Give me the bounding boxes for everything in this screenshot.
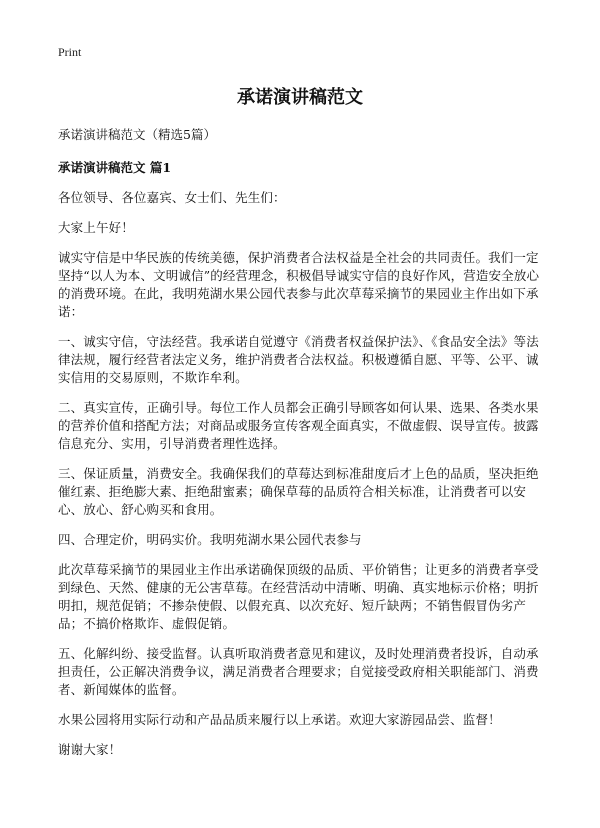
- paragraph-pledge-2: 二、真实宣传，正确引导。每位工作人员都会正确引导顾客如何认果、选果、各类水果的营养价值和搭配方法；对商品或服务宣传客观全面真实，不做虚假、误导宣传。披露信息充分、实用，引导消费者理性选择。: [58, 400, 539, 451]
- page-title: 承诺演讲稿范文: [237, 87, 363, 108]
- paragraph-pledge-5: 五、化解纠纷、接受监督。认真听取消费者意见和建议，及时处理消费者投诉，自动承担责任，公正解决消费争议，满足消费者合理要求；自觉接受政府相关职能部门、消费者、新闻媒体的监督。: [58, 646, 539, 697]
- paragraph-good-morning: 大家上午好！: [58, 220, 134, 235]
- paragraph-pledge-3: 三、保证质量，消费安全。我确保我们的草莓达到标准甜度后才上色的品质，坚决拒绝催红素、拒绝膨大素、拒绝甜蜜素；确保草莓的品质符合相关标准，让消费者可以安心、放心、舒心购买和食用。: [58, 466, 539, 517]
- paragraph-greeting: 各位领导、各位嘉宾、女士们、先生们：: [58, 190, 286, 205]
- paragraph-intro: 诚实守信是中华民族的传统美德，保护消费者合法权益是全社会的共同责任。我们一定坚持“以人为本、文明诚信”的经营理念，积极倡导诚实守信的良好作风，营造安全放心的消费环境。在此，我明苑湖水果公园代表参与此次草莓采摘节的果园业主作出如下承诺：: [58, 250, 540, 319]
- document-subtitle: 承诺演讲稿范文（精选5篇）: [58, 127, 216, 142]
- paragraph-thanks: 谢谢大家！: [58, 742, 122, 757]
- paragraph-pledge-1: 一、诚实守信，守法经营。我承诺自觉遵守《消费者权益保护法》、《食品安全法》等法律法规，履行经营者法定义务，维护消费者合法权益。积极遵循自愿、平等、公平、诚实信用的交易原则，不欺诈牟利。: [58, 334, 539, 385]
- section-heading: 承诺演讲稿范文 篇1: [58, 160, 172, 175]
- paragraph-closing: 水果公园将用实际行动和产品品质来履行以上承诺。欢迎大家游园品尝、监督！: [58, 712, 501, 727]
- paragraph-pledge-4-continued: 此次草莓采摘节的果园业主作出承诺确保顶级的品质、平价销售；让更多的消费者享受到绿色、天然、健康的无公害草莓。在经营活动中清晰、明确、真实地标示价格；明折明扣，规范促销；不掺杂使假、以假充真、以次充好、短斤缺两；不销售假冒伪劣产品；不搞价格欺诈、虚假促销。: [58, 562, 539, 631]
- print-link[interactable]: Print: [58, 45, 82, 59]
- paragraph-pledge-4: 四、合理定价，明码实价。我明苑湖水果公园代表参与: [58, 532, 362, 547]
